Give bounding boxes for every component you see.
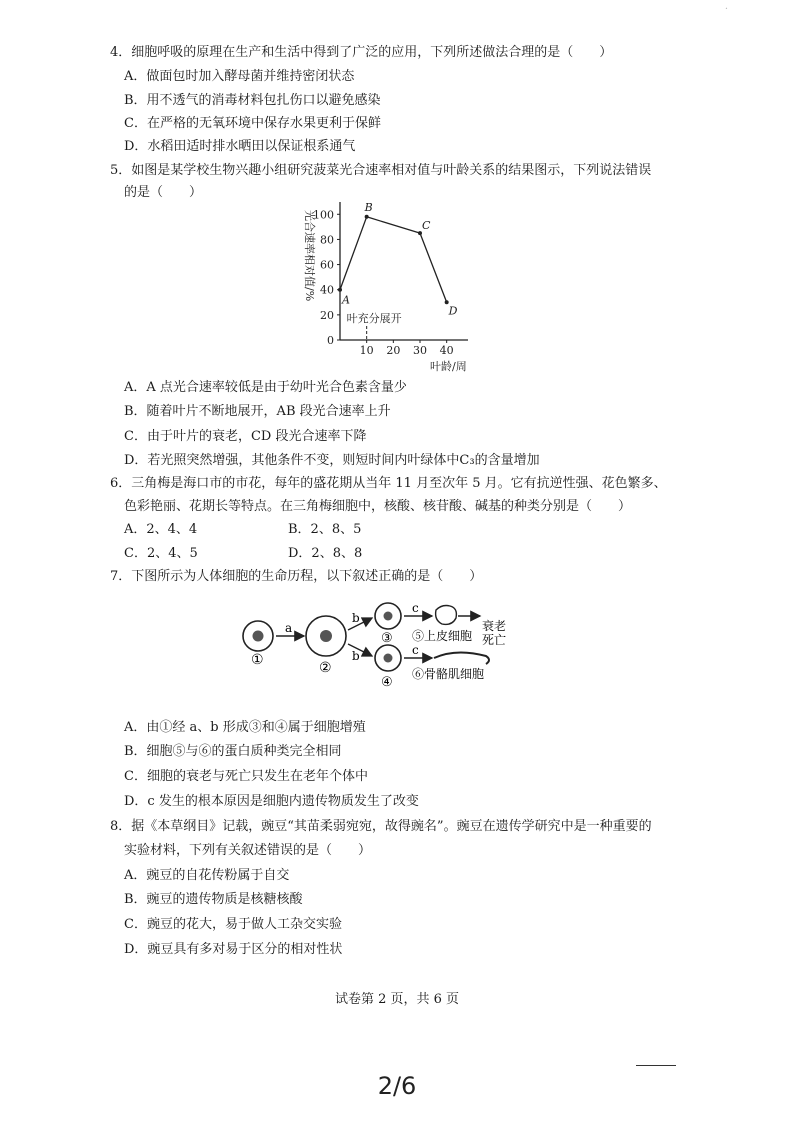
y-tick-label: 20 (320, 308, 334, 322)
q7-stem: 7．下图所示为人体细胞的生命历程，以下叙述正确的是（ ） (110, 569, 483, 584)
q5-option-d: D．若光照突然增强，其他条件不变，则短时间内叶绿体中C₃的含量增加 (124, 453, 540, 468)
corner-mark: · (724, 4, 728, 15)
cell-3-label: ③ (381, 631, 393, 646)
y-tick-label: 0 (327, 334, 334, 347)
x-tick-label: 20 (386, 344, 401, 357)
q5-stem-line1: 5．如图是某学校生物兴趣小组研究菠菜光合速率相对值与叶龄关系的结果图示，下列说法错误 (110, 163, 652, 178)
point-label-c: C (422, 219, 431, 233)
q6-stem-line2: 色彩艳丽、花期长等特点。在三角梅细胞中，核酸、核苷酸、碱基的种类分别是（ ） (124, 499, 632, 514)
q8-stem-line1: 8．据《本草纲目》记载，豌豆“其苗柔弱宛宛，故得豌名”。豌豆在遗传学研究中是一种重要的 (110, 819, 652, 834)
q4-option-a: A．做面包时加入酵母菌并维持密闭状态 (124, 69, 355, 84)
y-tick-label: 80 (320, 233, 334, 247)
series-segment (420, 233, 447, 302)
arrow-b-down-label: b (352, 649, 360, 663)
bottom-rule (636, 1065, 676, 1066)
cell-2-label: ② (319, 660, 332, 676)
q4-option-d: D．水稻田适时排水晒田以保证根系通气 (124, 139, 356, 154)
cell-4-label: ④ (381, 675, 393, 690)
q7-option-d: D．c 发生的根本原因是细胞内遗传物质发生了改变 (124, 794, 419, 809)
q8-option-c: C．豌豆的花大，易于做人工杂交实验 (124, 917, 342, 932)
q8-stem-line2: 实验材料，下列有关叙述错误的是（ ） (124, 843, 372, 858)
point-label-a: A (342, 293, 350, 307)
photosynthesis-chart (290, 198, 480, 378)
cell-4-nucleus (384, 654, 393, 663)
data-point-b (365, 215, 369, 219)
cell-2-nucleus (320, 630, 332, 642)
cell-6-shape (434, 652, 489, 664)
death-label: 死亡 (482, 633, 506, 647)
cell-3-nucleus (384, 612, 393, 621)
chart-annotation: 叶充分展开 (346, 312, 402, 325)
x-tick-label: 10 (359, 344, 374, 357)
q4-option-b: B．用不透气的消毒材料包扎伤口以避免感染 (124, 93, 381, 108)
q5-option-a: A．A 点光合速率较低是由于幼叶光合色素含量少 (124, 380, 407, 395)
x-tick-label: 40 (439, 344, 454, 357)
arrow-b-up-label: b (352, 611, 360, 625)
point-label-d: D (448, 304, 458, 318)
point-label-b: B (364, 200, 373, 214)
cell-5-label: ⑤上皮细胞 (412, 629, 473, 643)
y-tick-label: 40 (320, 283, 334, 297)
q5-stem-line2: 的是（ ） (124, 185, 203, 200)
arrow-c-up-label: c (412, 601, 419, 615)
cell-6-label: ⑥骨骼肌细胞 (412, 667, 485, 681)
chart-ticks (313, 208, 454, 357)
arrow-a-label: a (285, 621, 293, 635)
q6-stem-line1: 6．三角梅是海口市的市花，每年的盛花期从当年 11 月至次年 5 月。它有抗逆性强、花色繁多、 (110, 476, 667, 491)
q6-option-c: C．2、4、5 (124, 546, 198, 561)
q4-option-c: C．在严格的无氧环境中保存水果更利于保鲜 (124, 116, 381, 131)
cell-life-history-diagram (236, 596, 506, 696)
page-footer: 试卷第 2 页，共 6 页 (334, 992, 460, 1007)
arrow-c-down-label: c (412, 643, 419, 657)
data-point-a (338, 288, 342, 292)
q7-option-a: A．由①经 a、b 形成③和④属于细胞增殖 (124, 720, 366, 735)
cell-1-label: ① (251, 652, 264, 668)
chart-point-labels (341, 201, 458, 317)
q8-option-d: D．豌豆具有多对易于区分的相对性状 (124, 942, 343, 957)
x-tick-label: 30 (413, 344, 427, 357)
q4-stem: 4．细胞呼吸的原理在生产和生活中得到了广泛的应用，下列所述做法合理的是（ ） (110, 45, 613, 60)
q6-option-b: B．2、8、5 (288, 522, 362, 537)
series-segment (340, 217, 367, 290)
cell-5-shape (436, 606, 457, 625)
page-number: 2/6 (377, 1072, 417, 1100)
q8-option-b: B．豌豆的遗传物质是核糖核酸 (124, 892, 303, 907)
q5-option-b: B．随着叶片不断地展开，AB 段光合速率上升 (124, 404, 391, 419)
q6-option-a: A．2、4、4 (124, 522, 198, 537)
q6-option-d: D．2、8、8 (288, 546, 363, 561)
q7-option-b: B．细胞⑤与⑥的蛋白质种类完全相同 (124, 744, 342, 759)
q7-option-c: C．细胞的衰老与死亡只发生在老年个体中 (124, 769, 368, 784)
y-tick-label: 100 (313, 208, 334, 222)
aging-label: 衰老 (482, 619, 506, 633)
q5-option-c: C．由于叶片的衰老，CD 段光合速率下降 (124, 429, 367, 444)
chart-xlabel: 叶龄/周 (430, 360, 467, 373)
series-segment (367, 217, 420, 233)
y-tick-label: 60 (320, 258, 334, 272)
q8-option-a: A．豌豆的自花传粉属于自交 (124, 868, 290, 883)
cell-1-nucleus (253, 631, 264, 642)
chart-ylabel: 光合速率相对值/% (303, 210, 316, 302)
